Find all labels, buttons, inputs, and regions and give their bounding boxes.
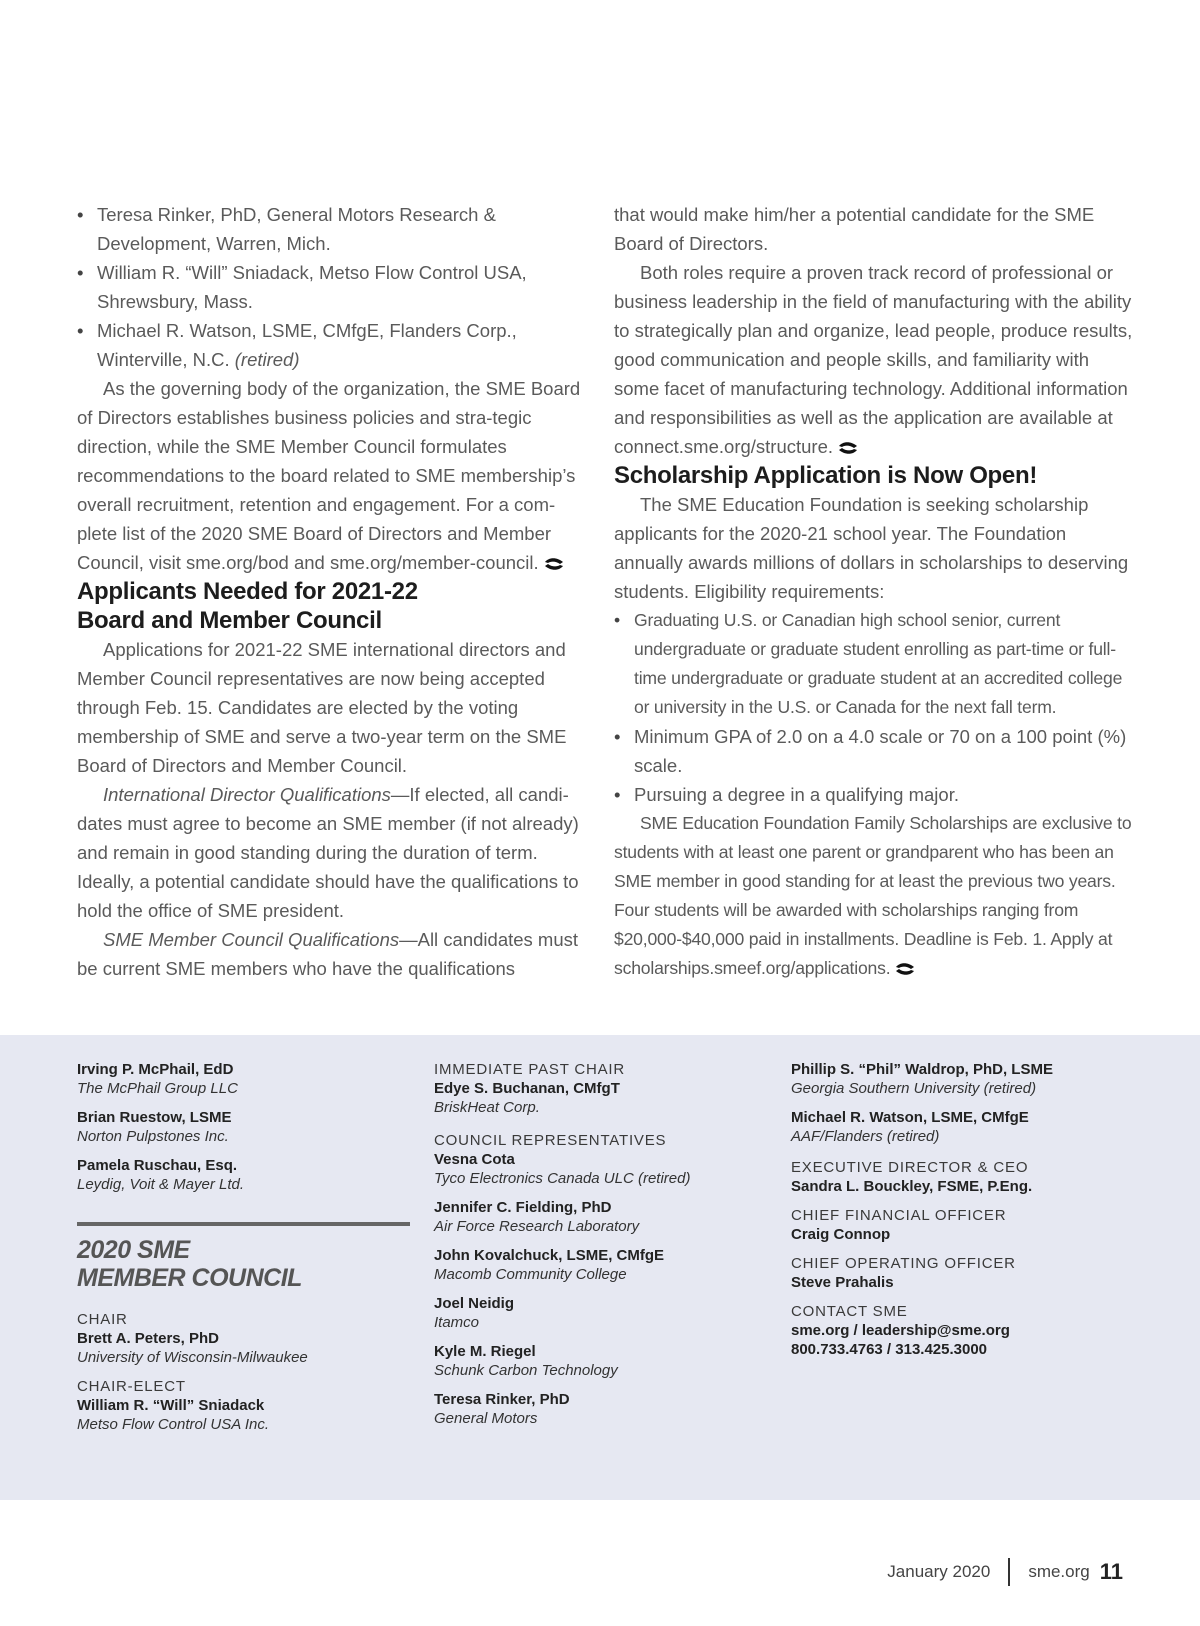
director-qualifications-paragraph: International Director Qualifications—If elected, all candi-dates must agree to become an SME member (if not already) and remain in good standing during the duration of term. Ideally, a potential candidate should have the qualifications to hold the office of SME president. [77,784,579,921]
scholarship-heading: Scholarship Application is Now Open! [614,462,1038,489]
panel-column-3 [791,1060,1121,1369]
officer-entry: Steve Prahalis [791,1274,894,1291]
page-number: 11 [1099,1559,1123,1584]
applicants-heading: Applicants Needed for 2021-22 Board and Member Council [77,578,418,634]
left-bullet-list [77,200,587,374]
member-entry: Brian Ruestow, LSME Norton Pulpstones Inc. [77,1109,232,1145]
section-divider [77,1222,410,1226]
left-column [77,200,587,983]
foundation-paragraph: The SME Education Foundation is seeking scholarship applicants for the 2020-21 school year. The Foundation annually awards millions of dollars in scholarships to deserving students. Eligibility requirements: [614,494,1129,602]
contact-label: CONTACT SME [791,1303,908,1320]
contact-entry [791,1321,1121,1359]
list-item: • Minimum GPA of 2.0 on a 4.0 scale or 70 on a 100 point (%) scale. [614,722,1134,780]
family-scholarship-paragraph: SME Education Foundation Family Scholarships are exclusive to students with at least one parent or grandparent who has been an SME member in good standing for at least the previous two years. Four students will be awarded with scholarships ranging from $20,000-$40,000 paid in installments. Deadline is Feb. 1. Apply at scholarships.smeef.org/applications. [614,813,1132,978]
officer-entry: Sandra L. Bouckley, FSME, P.Eng. [791,1178,1033,1195]
member-entry: Joel Neidig Itamco [434,1295,515,1331]
coo-label: CHIEF OPERATING OFFICER [791,1255,1016,1272]
list-item: • Michael R. Watson, LSME, CMfgE, Flanders Corp., Winterville, N.C. (retired) [77,316,587,374]
list-item: • Teresa Rinker, PhD, General Motors Research & Development, Warren, Mich. [77,200,587,258]
roles-paragraph: Both roles require a proven track record of professional or business leadership in the field of manufacturing with the ability to strategically plan and organize, lead people, produce results, good communication and people skills, and familiarity with some facet of manufacturing technology. Additional information and responsibilities as well as the application are available at connect.sme.org/structure. [614,262,1133,457]
issue-date: January 2020 [887,1562,991,1581]
exec-director-label: EXECUTIVE DIRECTOR & CEO [791,1159,1029,1176]
governing-paragraph: As the governing body of the organization, the SME Board of Directors establishes business policies and stra-tegic direction, while the SME Member Council formulates recommendations to the board related to SME membership’s overall recruitment, retention and engagement. For a com-plete list of the 2020 SME Board of Directors and Member Council, visit sme.org/bod and sme.org/member-council. [77,378,581,573]
list-item: • William R. “Will” Sniadack, Metso Flow Control USA, Shrewsbury, Mass. [77,258,587,316]
applications-paragraph: Applications for 2021-22 SME international directors and Member Council representatives are now being accepted through Feb. 15. Candidates are elected by the voting membership of SME and serve a two-year term on the SME Board of Directors and Member Council. [77,639,567,776]
continued-paragraph: that would make him/her a potential candidate for the SME Board of Directors. [614,204,1095,254]
member-entry: John Kovalchuck, LSME, CMfgE Macomb Community College [434,1247,665,1283]
panel-column-1 [77,1060,407,1444]
cfo-label: CHIEF FINANCIAL OFFICER [791,1207,1007,1224]
page-footer [887,1558,1123,1586]
member-entry: Teresa Rinker, PhD General Motors [434,1391,570,1427]
eligibility-list [614,606,1134,809]
member-entry: Phillip S. “Phil” Waldrop, PhD, LSME Georgia Southern University (retired) [791,1061,1053,1097]
member-entry: Edye S. Buchanan, CMfgT BriskHeat Corp. [434,1080,620,1116]
council-reps-label: COUNCIL REPRESENTATIVES [434,1132,667,1149]
sme-end-mark-icon [894,962,916,976]
site-name: sme.org [1028,1562,1090,1581]
member-entry: Michael R. Watson, LSME, CMfgE AAF/Flanders (retired) [791,1109,1029,1145]
member-entry: Vesna Cota Tyco Electronics Canada ULC (retired) [434,1151,691,1187]
council-title: 2020 SME MEMBER COUNCIL [77,1236,302,1292]
retired-note: (retired) [234,349,300,370]
right-column [614,200,1134,983]
member-entry: Jennifer C. Fielding, PhD Air Force Research Laboratory [434,1199,640,1235]
sme-end-mark-icon [543,557,565,571]
contact-phone: 800.733.4763 / 313.425.3000 [791,1341,988,1358]
contact-web-email: sme.org / leadership@sme.org [791,1322,1010,1339]
member-entry: Kyle M. Riegel Schunk Carbon Technology [434,1343,618,1379]
officer-entry: Craig Connop [791,1226,891,1243]
council-qualifications-paragraph: SME Member Council Qualifications—All candidates must be current SME members who have the qualifications [77,929,579,979]
footer-divider [1008,1558,1010,1586]
past-chair-label: IMMEDIATE PAST CHAIR [434,1061,626,1078]
member-entry: William R. “Will” Sniadack Metso Flow Control USA Inc. [77,1397,270,1433]
sme-end-mark-icon [837,441,859,455]
panel-column-2 [434,1060,764,1438]
member-entry: Irving P. McPhail, EdD The McPhail Group LLC [77,1061,238,1097]
member-entry: Brett A. Peters, PhD University of Wisconsin-Milwaukee [77,1330,308,1366]
list-item: • Pursuing a degree in a qualifying major. [614,780,1134,809]
chair-elect-label: CHAIR-ELECT [77,1378,186,1395]
chair-label: CHAIR [77,1311,128,1328]
list-item: • Graduating U.S. or Canadian high school senior, current undergraduate or graduate student enrolling as part-time or full-time undergraduate or graduate student at an accredited college or university in the U.S. or Canada for the next fall term. [614,606,1134,722]
member-entry: Pamela Ruschau, Esq. Leydig, Voit & Mayer Ltd. [77,1157,245,1193]
